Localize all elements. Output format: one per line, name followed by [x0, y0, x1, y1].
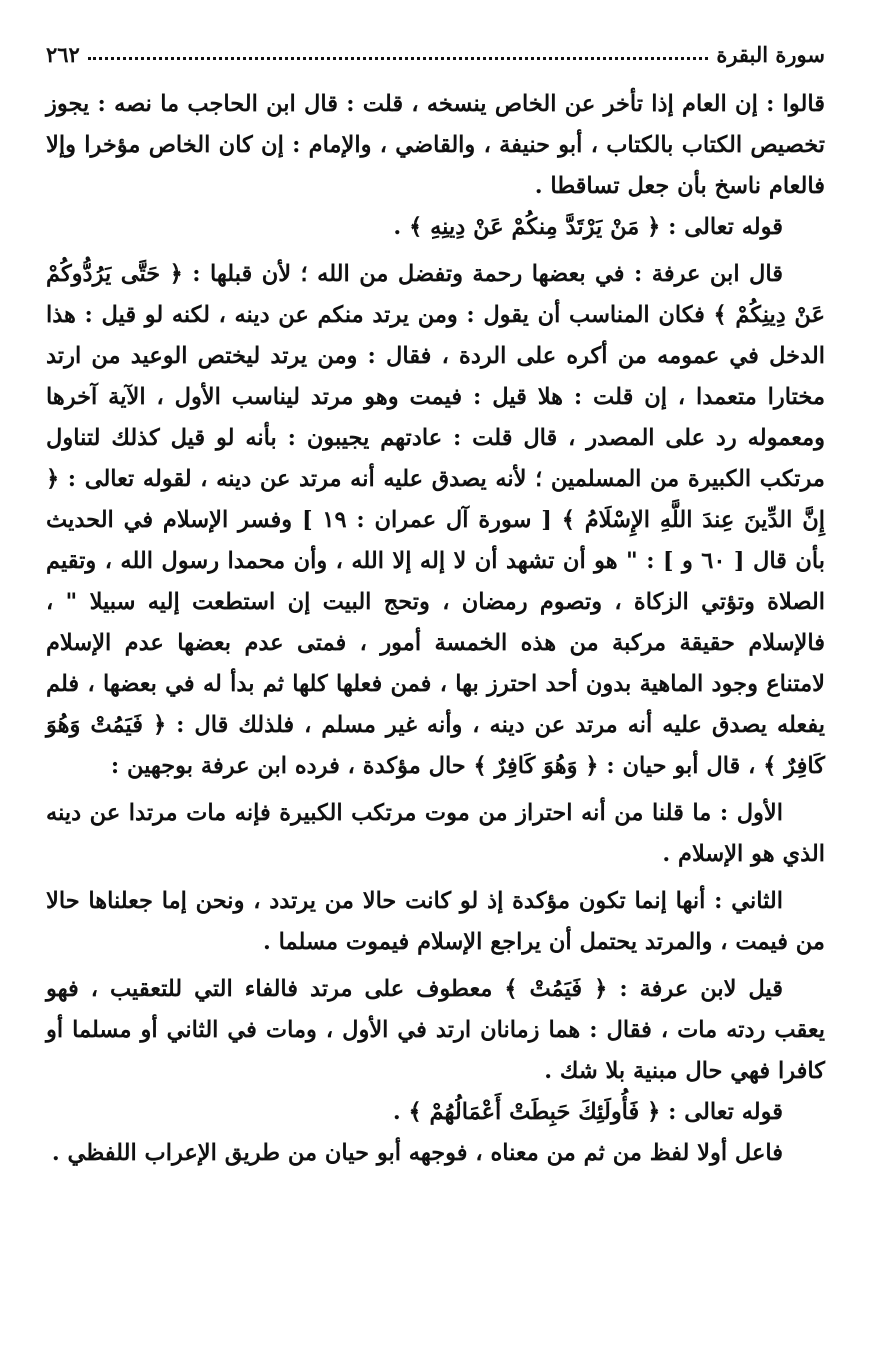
page-body	[46, 84, 825, 1174]
paragraph: الأول : ما قلنا من أنه احتراز من موت مرتكب الكبيرة فإنه مات مرتدا عن دينه الذي هو الإسلام .	[46, 800, 825, 867]
paragraph: فاعل أولا لفظ من ثم من معناه ، فوجهه أبو حيان من طريق الإعراب اللفظي .	[51, 1140, 783, 1166]
page-number: ٢٦٢	[46, 41, 80, 67]
paragraph: قالوا : إن العام إذا تأخر عن الخاص ينسخه ، قلت : قال ابن الحاجب ما نصه : يجوز تخصيص الكتاب بالكتاب ، أبو حنيفة ، والقاضي ، والإمام : إن كان الخاص مؤخرا وإلا فالعام ناسخ بأن جعل تساقطا .	[46, 91, 825, 199]
dotted-leader	[88, 57, 708, 60]
surah-title: سورة البقرة	[716, 41, 825, 67]
paragraph: الثاني : أنها إنما تكون مؤكدة إذ لو كانت حالا من يرتدد ، ونحن إما جعلناها حالا من فيمت ، والمرتد يحتمل أن يراجع الإسلام فيموت مسلما .	[46, 888, 825, 955]
paragraph: قال ابن عرفة : في بعضها رحمة وتفضل من الله ؛ لأن قبلها : ﴿ حَتَّى يَرُدُّوكُمْ عَنْ دِينِكُمْ ﴾ فكان المناسب أن يقول : ومن يرتد منكم عن دينه ، لكنه لو قيل : هذا الدخل في عمومه من أكره على الردة ، فقال : ومن يرتد ليختص الوعيد من ارتد مختارا متعمدا ، إن قلت : هلا قيل : فيمت وهو مرتد ليناسب الأول ، الآية آخرها ومعموله رد على المصدر ، قال قلت : عادتهم يجيبون : بأنه لو قيل كذلك لتناول مرتكب الكبيرة من المسلمين ؛ لأنه يصدق عليه أنه مرتد عن دينه ، لقوله تعالى : ﴿ إِنَّ الدِّينَ عِندَ اللَّهِ الإِسْلَامُ ﴾ [ سورة آل عمران : ١٩ ] وفسر الإسلام في الحديث بأن قال [ ٦٠ و ] : " هو أن تشهد أن لا إله إلا الله ، وأن محمدا رسول الله ، وتقيم الصلاة وتؤتي الزكاة ، وتصوم رمضان ، وتحج البيت إن استطعت إليه سبيلا " ، فالإسلام حقيقة مركبة من هذه الخمسة أمور ، فمتى عدم بعضها عدم الإسلام لامتناع وجود الماهية بدون أحد احترز بها ، فمن فعلها كلها ثم بدأ له في بعضها ، فلم يفعله يصدق عليه أنه مرتد عن دينه ، وأنه غير مسلم ، فلذلك قال : ﴿ فَيَمُتْ وَهُوَ كَافِرٌ ﴾ ، قال أبو حيان : ﴿ وَهُوَ كَافِرٌ ﴾ حال مؤكدة ، فرده ابن عرفة بوجهين :	[46, 261, 825, 779]
verse-heading: قوله تعالى : ﴿ فَأُولَئِكَ حَبِطَتْ أَعْمَالُهُمْ ﴾ .	[392, 1099, 783, 1125]
running-header	[46, 38, 825, 70]
verse-heading: قوله تعالى : ﴿ مَنْ يَرْتَدَّ مِنكُمْ عَنْ دِينِهِ ﴾ .	[393, 214, 783, 240]
paragraph: قيل لابن عرفة : ﴿ فَيَمُتْ ﴾ معطوف على مرتد فالفاء التي للتعقيب ، فهو يعقب ردته مات ، فقال : هما زمانان ارتد في الأول ، ومات في الثاني أو مسلما أو كافرا فهي حال مبنية بلا شك .	[46, 976, 825, 1084]
